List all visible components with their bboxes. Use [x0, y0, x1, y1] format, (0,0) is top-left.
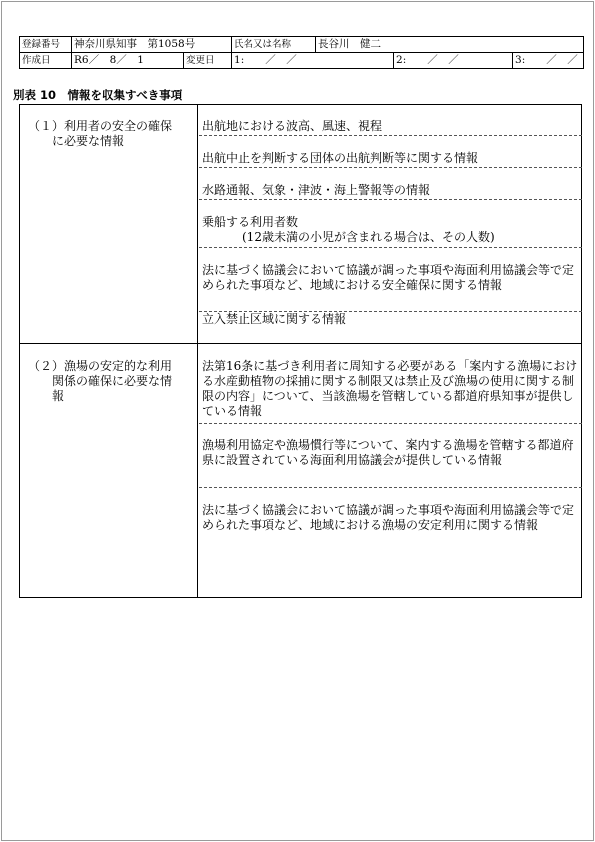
safety-item-departure-decision: 出航中止を判断する団体の出航判断等に関する情報: [202, 151, 479, 165]
column-divider: [197, 105, 198, 597]
category-number: （２）: [28, 359, 65, 373]
date-row: [20, 53, 584, 69]
created-date-label: 作成日: [20, 53, 72, 69]
item-separator: [199, 247, 582, 248]
registration-number-value: 神奈川県知事 第1058号: [72, 37, 232, 53]
passenger-count-note: (12歳未満の小児が含まれる場合は、その人数): [242, 230, 495, 244]
registration-row: [20, 37, 584, 53]
safety-item-wave-wind: 出航地における波高、風速、視程: [202, 119, 383, 133]
passenger-count-text: 乗船する利用者数: [202, 215, 299, 229]
fishery-item-article16: 法第16条に基づき利用者に周知する必要がある「案内する漁場における水産動植物の採捕に関する制限又は禁止及び漁場の使用に関する制限の内容」について、当該漁場を管轄している都道府県知事が提供している情報: [202, 359, 578, 418]
item-separator: [199, 487, 582, 488]
section-title: 別表 10 情報を収集すべき事項: [13, 88, 183, 102]
category-title-line2: 関係の確保に必要な情報: [52, 374, 173, 403]
category-title-line1: 利用者の安全の確保: [64, 119, 173, 133]
name-value: 長谷川 健二: [316, 37, 584, 53]
safety-item-warnings: 水路通報、気象・津波・海上警報等の情報: [202, 183, 431, 197]
changed-date-label: 変更日: [184, 53, 232, 69]
category-fishery: [28, 359, 194, 404]
changed-date-2: 2: ／ ／: [394, 53, 513, 69]
fishery-item-council-matters: 法に基づく協議会において協議が調った事項や海面利用協議会等で定められた事項など、地域における漁場の安定利用に関する情報: [202, 503, 575, 532]
safety-item-restricted-area: 立入禁止区域に関する情報: [202, 312, 347, 326]
item-separator: [199, 135, 582, 136]
category-title-line1: 漁場の安定的な利用: [64, 359, 173, 373]
safety-item-passenger-count: [199, 215, 582, 245]
row-divider: [20, 343, 581, 344]
category-title-line2: に必要な情報: [52, 134, 125, 148]
created-date-value: R6／ 8／ 1: [72, 53, 184, 69]
changed-date-1: 1: ／ ／: [232, 53, 394, 69]
changed-date-3: 3: ／ ／: [513, 53, 584, 69]
safety-item-council-matters: 法に基づく協議会において協議が調った事項や海面利用協議会等で定められた事項など、地域における安全確保に関する情報: [202, 263, 575, 292]
name-label: 氏名又は名称: [232, 37, 316, 53]
information-table: [19, 104, 582, 598]
item-separator: [199, 167, 582, 168]
fishery-item-agreement: 漁場利用協定や漁場慣行等について、案内する漁場を管轄する都道府県に設置されている海面利用協議会が提供している情報: [202, 438, 574, 467]
item-separator: [199, 199, 582, 200]
category-number: （１）: [28, 119, 65, 133]
registration-number-label: 登録番号: [20, 37, 72, 53]
item-separator: [199, 423, 582, 424]
category-safety: [28, 119, 194, 149]
registration-table: [19, 36, 584, 69]
